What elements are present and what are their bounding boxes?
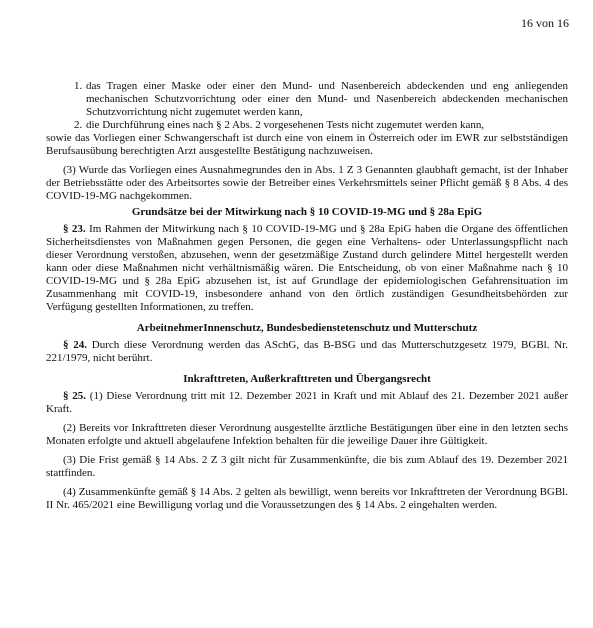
section-24-label: § 24. — [63, 339, 88, 351]
list-item-text: das Tragen einer Maske oder einer den Mund- und Nasenbereich abdeckenden und eng anliegenden mechanischen Schutzvorrichtung oder einer den Mund- und Nasenbereich abdeckenden mechanischen Schutzvorrichtung nicht zugemutet werden kann, — [86, 80, 568, 118]
list-item-number: 1. — [74, 80, 83, 92]
section-heading-25: Inkrafttreten, Außerkrafttreten und Übergangsrecht — [183, 373, 431, 385]
paragraph-3: (3) Wurde das Vorliegen eines Ausnahmegrundes den in Abs. 1 Z 3 Genannten glaubhaft gemacht, ist der Inhaber der Betriebsstätte oder des Arbeitsortes sowie der Betreiber eines Verkehrsmittels seiner Pflicht gemäß § 8 Abs. 4 des COVID-19-MG nachgekommen. — [46, 164, 568, 202]
section-heading-24: ArbeitnehmerInnenschutz, Bundesbedienstetenschutz und Mutterschutz — [136, 322, 478, 334]
list-item — [74, 119, 568, 132]
section-25-paragraph-4: (4) Zusammenkünfte gemäß § 14 Abs. 2 gelten als bewilligt, wenn bereits vor Inkrafttreten der Verordnung BGBl. II Nr. 465/2021 eine Bewilligung vorlag und die Voraussetzungen des § 14 Abs. 2 eingehalten werden. — [46, 486, 568, 511]
section-25-label: § 25. — [63, 390, 87, 402]
section-25-paragraph-1 — [46, 390, 568, 416]
document-body — [46, 80, 568, 512]
section-24-text: Durch diese Verordnung werden das ASchG, das B-BSG und das Mutterschutzgesetz 1979, BGBl. Nr. 221/1979, nicht berührt. — [46, 339, 568, 364]
section-24-paragraph — [46, 339, 568, 365]
section-23-label: § 23. — [63, 223, 86, 235]
list-tail-paragraph: sowie das Vorliegen einer Schwangerschaft ist durch eine von einem in Österreich oder im EWR zur selbstständigen Berufsausübung berechtigten Arzt ausgestellte Bestätigung nachzuweisen. — [46, 132, 568, 157]
page-number: 16 von 16 — [521, 16, 569, 30]
section-25-text: (1) Diese Verordnung tritt mit 12. Dezember 2021 in Kraft und mit Ablauf des 21. Dezember 2021 außer Kraft. — [46, 390, 568, 415]
section-25-paragraph-3: (3) Die Frist gemäß § 14 Abs. 2 Z 3 gilt nicht für Zusammenkünfte, die bis zum Ablauf des 19. Dezember 2021 stattfinden. — [46, 454, 568, 479]
section-23-paragraph — [46, 223, 568, 314]
section-heading-23: Grundsätze bei der Mitwirkung nach § 10 COVID-19-MG und § 28a EpiG — [131, 206, 483, 218]
list-item-text: die Durchführung eines nach § 2 Abs. 2 vorgesehenen Tests nicht zugemutet werden kann, — [86, 119, 485, 131]
list-item-number: 2. — [74, 119, 83, 131]
list-item — [74, 80, 568, 119]
section-23-text: Im Rahmen der Mitwirkung nach § 10 COVID-19-MG und § 28a EpiG haben die Organe des öffentlichen Sicherheitsdienstes von Maßnahmen gegen Personen, die gegen eine Verhaltens- oder Unterlassungspflicht nach dieser Verordnung verstoßen, abzusehen, wenn der gesetzmäßige Zustand durch gelindere Mittel hergestellt werden kann oder diese Maßnahmen nicht verhältnismäßig wären. Die Entscheidung, ob von einer Maßnahme nach § 10 COVID-19-MG und § 28a EpiG abzusehen ist, ist auf Grundlage der epidemiologischen Gefahrensituation im Zusammenhang mit COVID-19, insbesondere anhand von den örtlich zuständigen Gesundheitsbehörden zur Verfügung gestellten Informationen, zu treffen. — [46, 223, 568, 313]
section-25-paragraph-2: (2) Bereits vor Inkrafttreten dieser Verordnung ausgestellte ärztliche Bestätigungen über eine in den letzten sechs Monaten erfolgte und aktuell abgelaufene Infektion behalten für die jeweilige Dauer ihre Gültigkeit. — [46, 422, 568, 447]
